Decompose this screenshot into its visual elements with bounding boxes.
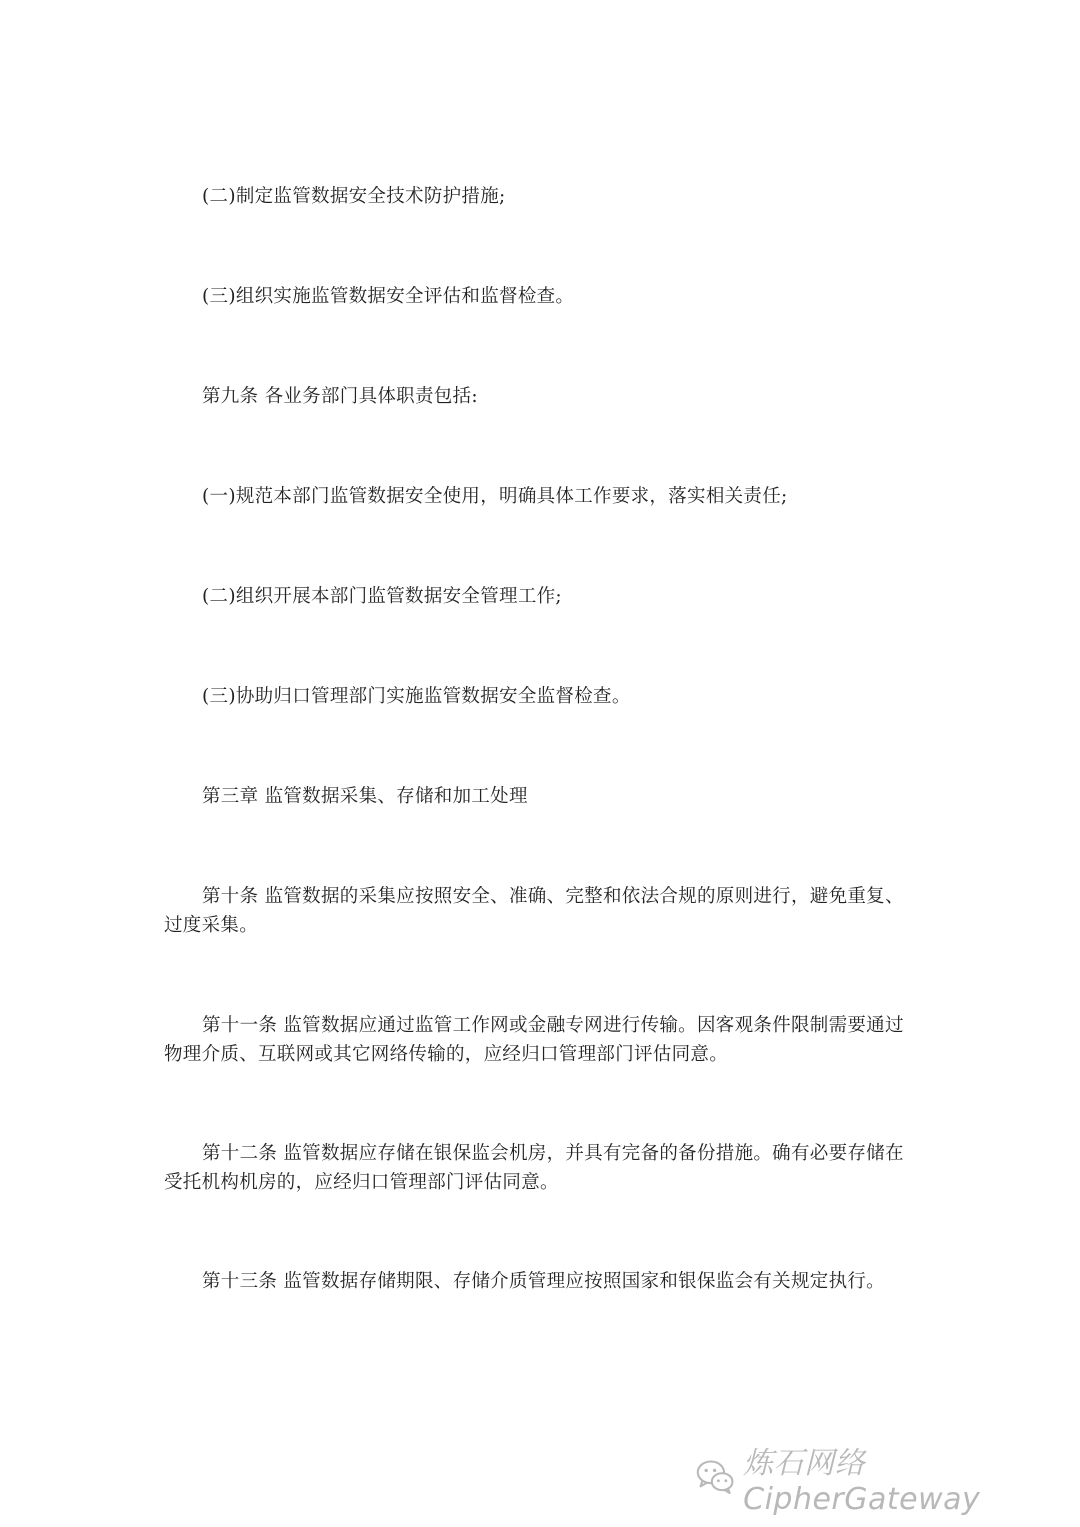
paragraph-2: (三)组织实施监管数据安全评估和监督检查。 xyxy=(202,286,575,307)
paragraph-article-11: 第十一条 监管数据应通过监管工作网或金融专网进行传输。因客观条件限制需要通过物理介质、互联网或其它网络传输的，应经归口管理部门评估同意。 xyxy=(164,1015,904,1065)
paragraph-3: 第九条 各业务部门具体职责包括: xyxy=(202,386,478,407)
paragraph-article-10: 第十条 监管数据的采集应按照安全、准确、完整和依法合规的原则进行，避免重复、过度采集。 xyxy=(164,886,904,936)
watermark-text: 炼石网络CipherGateway xyxy=(743,1445,981,1517)
paragraph-article-13: 第十三条 监管数据存储期限、存储介质管理应按照国家和银保监会有关规定执行。 xyxy=(202,1271,885,1292)
paragraph-6: (三)协助归口管理部门实施监管数据安全监督检查。 xyxy=(202,686,631,707)
paragraph-1: (二)制定监管数据安全技术防护措施; xyxy=(202,186,506,207)
paragraph-5: (二)组织开展本部门监管数据安全管理工作; xyxy=(202,586,562,607)
chapter-heading: 第三章 监管数据采集、存储和加工处理 xyxy=(202,786,528,807)
watermark xyxy=(694,1445,1080,1517)
wechat-icon xyxy=(694,1454,737,1500)
paragraph-article-12: 第十二条 监管数据应存储在银保监会机房，并具有完备的备份措施。确有必要存储在受托机构机房的，应经归口管理部门评估同意。 xyxy=(164,1143,904,1193)
paragraph-4: (一)规范本部门监管数据安全使用，明确具体工作要求，落实相关责任; xyxy=(202,486,788,507)
